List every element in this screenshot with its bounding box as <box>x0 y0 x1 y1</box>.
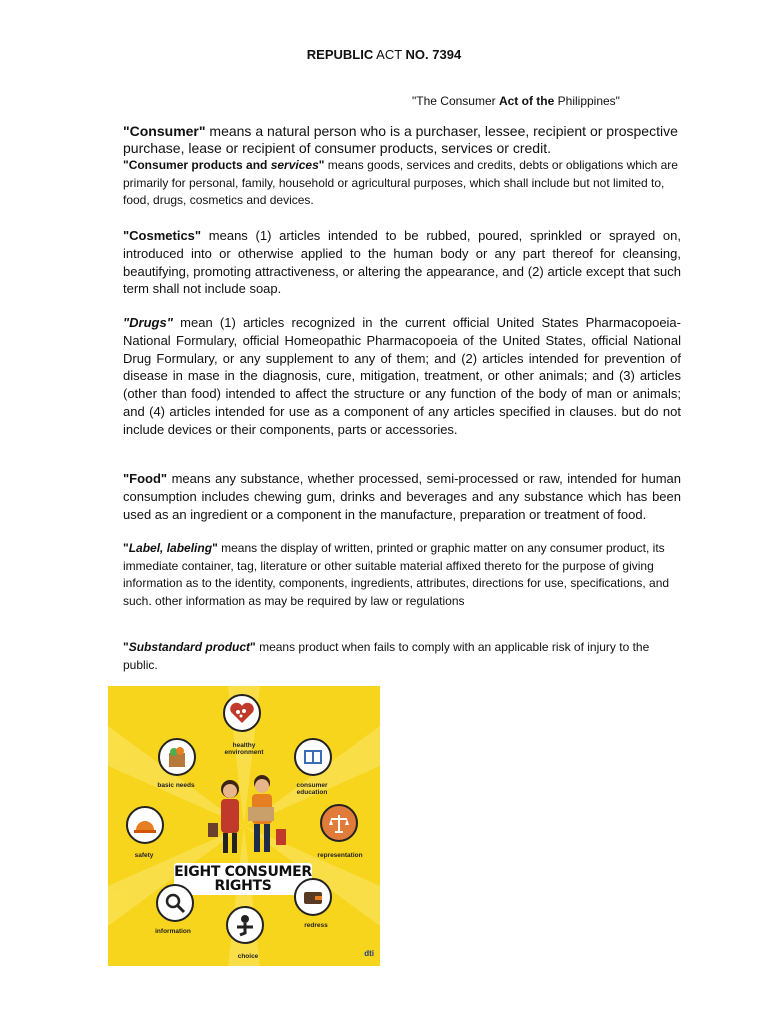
banner-line-2: RIGHTS <box>214 878 272 894</box>
label-representation: representation <box>317 852 363 859</box>
text-label: means the display of written, printed or graphic matter on any consumer product, its immediate container, tag, literature or other suitable material affixed thereto for the purpose of giving information as to the identity, components, ingredients, attributes, directions for use, specifications, and such. other information as may be required by law or regulations <box>123 541 670 608</box>
information-icon <box>156 884 194 922</box>
representation-icon <box>320 804 358 842</box>
text-drugs: mean (1) articles recognized in the current official United States Pharmacopoeia-National Formulary, official Homeopathic Pharmacopoeia of the United States, official National Drug Formulary, or any supplement to any of them; and (2) articles intended for prevention of disease in mase in the diagnosis, cure, mitigation, treatment, or other animals; and (3) articles (other than food) intended to affect the structure or any function of the body of man or animals; and (4) articles intended for use as a component of any articles specified in clauses. but do not include devices or their components, parts or accessories. <box>123 315 681 437</box>
text-consumer: means a natural person who is a purchaser, lessee, recipient or prospective purchase, lease or recipient of consumer products, services or credit. <box>123 123 678 156</box>
definition-consumer <box>123 123 681 157</box>
text-cosmetics: means (1) articles intended to be rubbed, poured, sprinkled or sprayed on, introduced into or otherwise applied to the human body or any part thereof for cleansing, beautifying, promoting attractiveness, or altering the appearance, and (2) article except that such term shall not include soap. <box>123 228 681 297</box>
title-no: NO <box>405 47 426 62</box>
banner-line-1: EIGHT CONSUMER <box>174 864 312 880</box>
term-substandard: "Substandard product" <box>123 640 256 654</box>
safety-icon <box>126 806 164 844</box>
subtitle-bold: Act of the <box>498 94 555 108</box>
term-food: "Food" <box>123 471 168 486</box>
label-consumer-education: consumer education <box>296 782 328 796</box>
shoppers-illustration <box>200 771 290 856</box>
label-information: information <box>155 928 191 935</box>
label-choice: choice <box>237 953 259 960</box>
definition-substandard <box>123 639 681 674</box>
basic-needs-icon <box>158 738 196 776</box>
consumer-rights-poster <box>108 686 380 966</box>
term-label: "Label, labeling" <box>123 541 218 555</box>
redress-icon <box>294 878 332 916</box>
term-consumer: "Consumer" <box>123 123 206 139</box>
label-healthy-environment: healthy environment <box>224 742 264 756</box>
definition-drugs <box>123 314 681 439</box>
definition-label <box>123 540 681 610</box>
definition-consumer-products <box>123 157 681 210</box>
label-safety: safety <box>134 852 154 859</box>
text-consumer-products: means goods, services and credits, debts or obligations which are primarily for personal, family, household or agricultural purposes, which shall include but not limited to, food, drugs, cosmetics and devices. <box>123 158 678 207</box>
healthy-environment-icon <box>223 694 261 732</box>
title-number: . 7394 <box>425 47 462 62</box>
definition-cosmetics <box>123 227 681 298</box>
consumer-education-icon <box>294 738 332 776</box>
text-substandard: means product when fails to comply with an applicable risk of injury to the public. <box>123 640 650 672</box>
title-republic: REPUBLIC <box>306 47 374 62</box>
definition-food <box>123 470 681 523</box>
label-basic-needs: basic needs <box>157 782 195 789</box>
poster-banner <box>174 863 312 895</box>
label-redress: redress <box>304 922 328 929</box>
choice-icon <box>226 906 264 944</box>
dti-logo: dti <box>364 949 374 958</box>
term-consumer-products: "Consumer products and services" <box>123 158 325 172</box>
term-cosmetics: "Cosmetics" <box>123 228 202 243</box>
term-drugs: "Drugs" <box>123 315 173 330</box>
text-food: means any substance, whether processed, semi-processed or raw, intended for human consumption includes chewing gum, drinks and beverages and any substance which has been used as an ingredient or a component in the manufacture, preparation or treatment of food. <box>123 471 681 522</box>
subtitle-pre: "The Consumer <box>412 94 499 108</box>
subtitle-post: Philippines" <box>554 94 620 108</box>
title-act: ACT <box>376 47 402 62</box>
document-subtitle <box>412 94 620 108</box>
document-title <box>0 47 768 62</box>
